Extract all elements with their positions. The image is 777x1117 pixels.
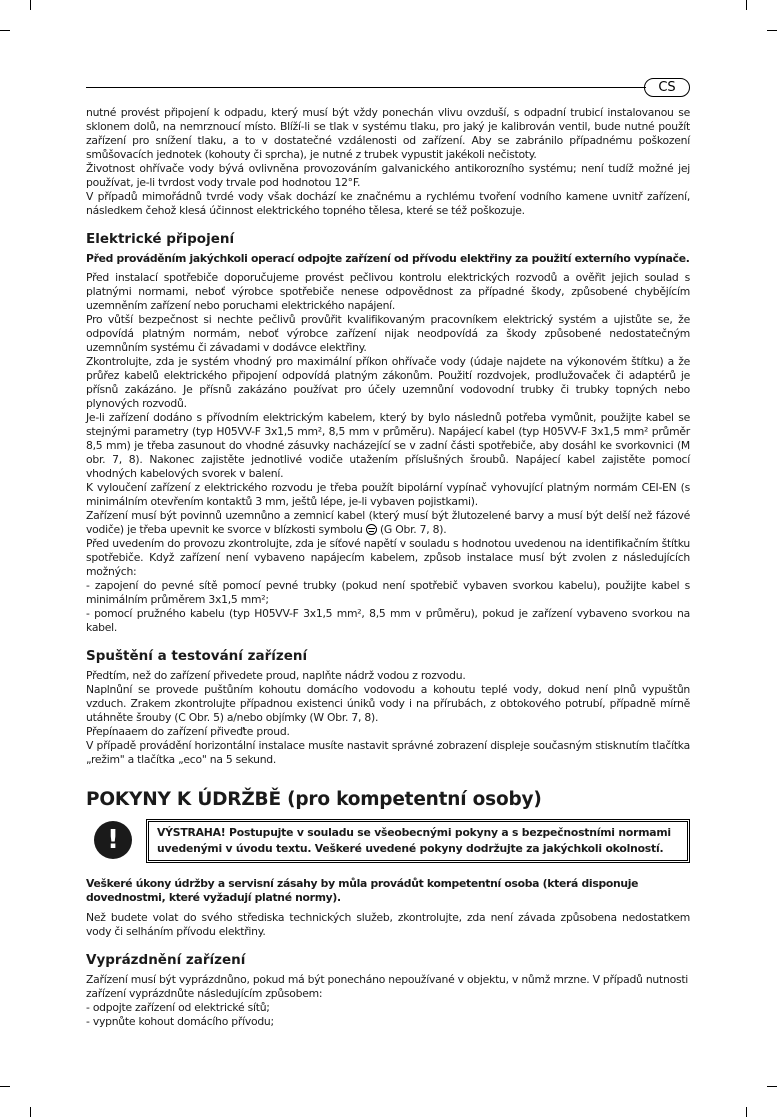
electrical-paragraph: Zkontrolujte, zda je systém vhodný pro maximální příkon ohřívače vody (údaje najdete na výkonovém štítku) a že průřez kabelů elektrického připojení odpovídá platným zákonům. Použití rozdvojek, prodlužovaček či adaptérů je přísnů zakázáno. Je přísnů zakázáno používat pro účely uzemnůní vodovodní trubky či trubky topných nebo plynových rozvodů. xyxy=(86,355,690,410)
electrical-paragraph: Pro vůtší bezpečnost si nechte pečlivů provůřit kvalifikovaným pracovníkem elektrický systém a ujistůte se, že odpovídá platným normám, neboť výrobce zařízení nijak neodpovídá za škody způsobené nedostatečným uzemnůním systému či závadami v dodávce elektřiny. xyxy=(86,313,690,354)
ground-symbol-icon xyxy=(366,524,377,535)
startup-paragraph: Přepínaaem do zařízení přiveďte proud. xyxy=(86,725,290,738)
drain-paragraph: Zařízení musí být vyprázdnůno, pokud má být ponecháno nepoužívané v objektu, v nůmž mrzne. V případů nutnosti zařízení vyprázdnůte následujícím způsobem: xyxy=(86,973,689,1000)
electrical-paragraph-ground xyxy=(86,509,690,537)
maintenance-note: Než budete volat do svého střediska technických služeb, zkontrolujte, zda není závada způsobena nedostatkem vody či selháním přívodu elektřiny. xyxy=(86,911,690,938)
electrical-paragraph: Před instalací spotřebiče doporučujeme provést pečlivou kontrolu elektrických rozvodů a ověřit jejich soulad s platnými normami, neboť výrobce spotřebiče nenese odpovědnost za případné škody, způsobené chybějícím uzemněním zařízení nebo poruchami elektrického napájení. xyxy=(86,271,690,312)
exclamation-icon: ! xyxy=(94,821,132,859)
crop-mark xyxy=(30,0,31,10)
startup-paragraph: Naplnůní se provede puštůním kohoutu domácího vodovodu a kohoutu teplé vody, dokud není plnů vypuštůn vzduch. Zrakem zkontrolujte případnou existenci úniků vody i na přírubách, z obtokového potrubí, případně mírně utáhněte šrouby (C Obr. 5) a/nebo objímky (W Obr. 7, 8). xyxy=(86,683,690,724)
electrical-warning: Před prováděním jakýchkoli operací odpojte zařízení od přívodu elektřiny za použití externího vypínače. xyxy=(86,252,690,265)
electrical-paragraph: Je-li zařízení dodáno s přívodním elektrickým kabelem, který by bylo následnů potřeba vymůnit, použijte kabel se stejnými parametry (typ H05VV-F 3x1,5 mm², 8,5 mm v průměru). Napájecí kabel (typ H05VV-F 3x1,5 mm² průměr 8,5 mm) je třeba zasunout do vhodné zásuvky nacházející se v zadní části spotřebiče, aby dosáhl ke svorkovnici (M obr. 7, 8). Nakonec zajistěte jednotlivé vodiče utažením příslušných šroubů. Napájecí kabel zajistěte pomocí vhodných kabelových svorek v balení. xyxy=(86,411,690,480)
startup-paragraph: Předtím, než do zařízení přivedete proud, naplňte nádrž vodou z rozvodu. xyxy=(86,669,466,682)
electrical-paragraph: Před uvedením do provozu zkontrolujte, zda je síťové napětí v souladu s hodnotou uvedenou na identifikačním štítku spotřebiče. Když zařízení není vybaveno napájecím kabelem, způsob instalace musí být zvolen z následujících možných: xyxy=(86,537,690,578)
ground-text: Zařízení musí být povinnů uzemnůno a zemnicí kabel (který musí být žlutozelené barvy a musí být delší než fázové vodiče) je třeba upevnit ke svorce v blízkosti symbolu xyxy=(86,509,690,536)
intro-paragraph: Životnost ohřívače vody bývá ovlivněna provozováním galvanického antikorozního systému; není tudíž možné jej používat, je-li tvrdost vody trvale pod hodnotou 12°F. xyxy=(86,162,690,189)
intro-paragraph: V případů mimořádnů tvrdé vody však dochází ke značnému a rychlému tvoření vodního kamene uvnitř zařízení, následkem čehož klesá účinnost elektrického topného tělesa, které se též poškozuje. xyxy=(86,190,690,217)
crop-mark xyxy=(767,1086,777,1087)
electrical-list-item: - pomocí pružného kabelu (typ H05VV-F 3x1,5 mm², 8,5 mm v průměru), pokud je zařízení vybaveno svorkou na kabel. xyxy=(86,607,690,634)
drain-list-item: - vypnůte kohout domácího přívodu; xyxy=(86,1015,274,1028)
electrical-list-item: - zapojení do pevné sítě pomocí pevné trubky (pokud není spotřebič vybaven svorkou kabelu), použijte kabel s minimálním průměrem 3x1,5 mm²; xyxy=(86,579,690,606)
crop-mark xyxy=(767,30,777,31)
maintenance-warning xyxy=(86,819,690,863)
drain-list-item: - odpojte zařízení od elektrické sítů; xyxy=(86,1001,270,1014)
electrical-paragraph: K vyloučení zařízení z elektrického rozvodu je třeba použít bipolární vypínač vyhovující platným normám CEI-EN (s minimálním otevřením kontaktů 3 mm, ještů lépe, je-li vybaven pojistkami). xyxy=(86,481,690,508)
intro-paragraph: nutné provést připojení k odpadu, který musí být vždy ponechán vlivu ovzduší, s odpadní trubicí instalovanou se sklonem dolů, na nemrznoucí místo. Blíží-li se tlak v systému tlaku, pro jaký je kalibrován ventil, bude nutné použít zařízení pro snížení tlaku, a to v dostatečné vzdálenosti od zařízení. Aby se zabránilo případnému poškození smůšovacích jednotek (kohouty či sprcha), je nutné z trubek vypustit jakékoli nečistoty. xyxy=(86,106,690,161)
crop-mark xyxy=(746,0,747,10)
page-content xyxy=(86,106,690,1029)
section-heading-drain: Vyprázdnění zařízení xyxy=(86,952,246,968)
header-rule xyxy=(86,87,646,88)
startup-paragraph: V případě provádění horizontální instalace musíte nastavit správné zobrazení displeje současným stisknutím tlačítka „režim" a tlačítka „eco" na 5 sekund. xyxy=(86,739,690,766)
language-badge: CS xyxy=(644,78,690,97)
warning-box: VÝSTRAHA! Postupujte v souladu se všeobecnými pokyny a s bezpečnostními normami uvedenými v úvodu textu. Veškeré uvedené pokyny dodržujte za jakýchkoli okolností. xyxy=(146,819,690,863)
crop-mark xyxy=(30,1107,31,1117)
crop-mark xyxy=(0,30,10,31)
crop-mark xyxy=(0,1086,10,1087)
crop-mark xyxy=(746,1107,747,1117)
section-heading-startup: Spuštění a testování zařízení xyxy=(86,648,308,664)
maintenance-bold-note: Veškeré úkony údržby a servisní zásahy by můla provádůt kompetentní osoba (která disponuje dovednostmi, které vyžadují platné normy). xyxy=(86,877,639,904)
maintenance-heading: POKYNY K ÚDRŽBĚ (pro kompetentní osoby) xyxy=(86,789,542,810)
ground-ref: (G Obr. 7, 8). xyxy=(379,523,447,536)
section-heading-electrical: Elektrické připojení xyxy=(86,231,235,247)
